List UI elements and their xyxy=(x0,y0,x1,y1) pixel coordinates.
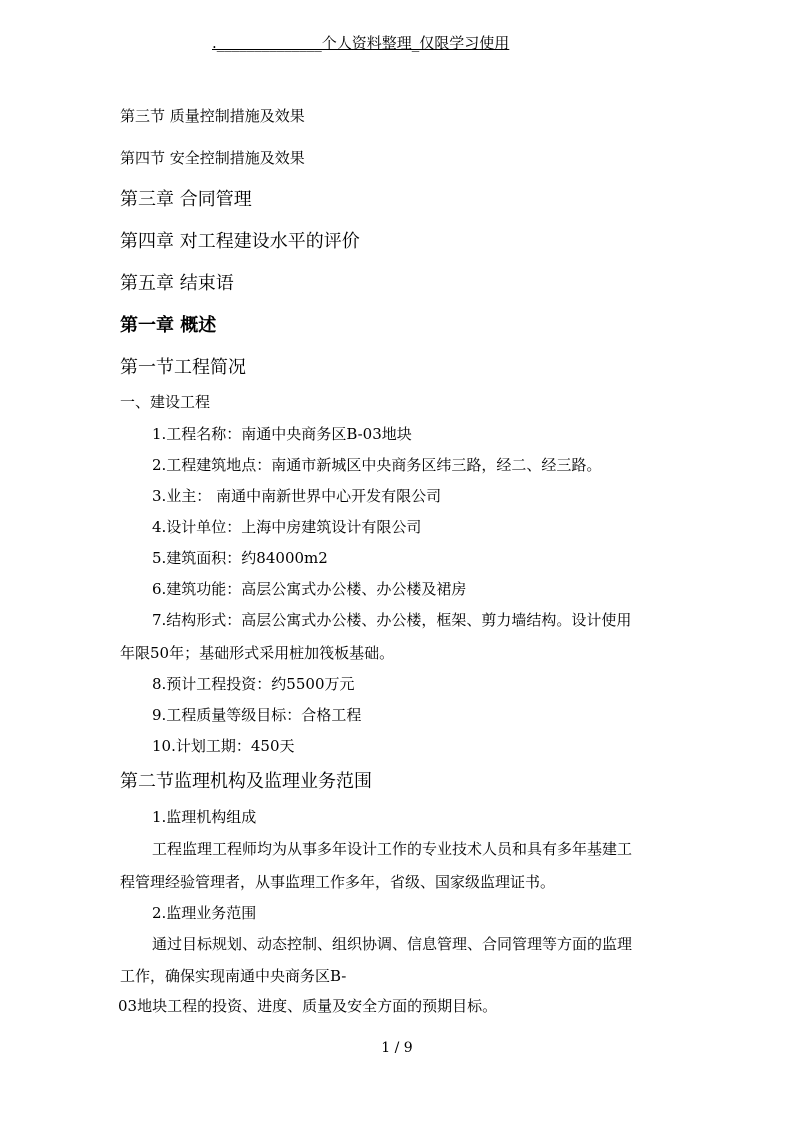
page-number: 1 / 9 xyxy=(381,1040,413,1056)
page-header: .______________个人资料整理_仅限学习使用 xyxy=(212,34,510,52)
list-item: 4.设计单位：上海中房建筑设计有限公司 xyxy=(152,518,422,536)
chapter-title: 第一章 概述 xyxy=(120,315,217,336)
paragraph-line: 工作，确保实现南通中央商务区B- xyxy=(120,967,347,985)
list-item: 6.建筑功能：高层公寓式办公楼、办公楼及裙房 xyxy=(152,580,467,598)
section-title: 第二节监理机构及监理业务范围 xyxy=(120,771,372,792)
list-item: 2.工程建筑地点：南通市新城区中央商务区纬三路，经二、经三路。 xyxy=(152,456,602,474)
list-item: 10.计划工期：450天 xyxy=(152,737,295,755)
toc-entry: 第四节 安全控制措施及效果 xyxy=(120,149,305,167)
list-item: 2.监理业务范围 xyxy=(152,904,257,922)
list-item: 1.工程名称：南通中央商务区B-03地块 xyxy=(152,425,412,443)
section-title: 第一节工程简况 xyxy=(120,357,246,378)
list-item: 9.工程质量等级目标：合格工程 xyxy=(152,706,362,724)
list-item: 1.监理机构组成 xyxy=(152,808,257,826)
toc-entry: 第三章 合同管理 xyxy=(120,189,252,210)
paragraph-line: 工程监理工程师均为从事多年设计工作的专业技术人员和具有多年基建工 xyxy=(152,840,633,858)
paragraph-line: 03地块工程的投资、进度、质量及安全方面的预期目标。 xyxy=(118,997,498,1015)
paragraph-line: 通过目标规划、动态控制、组织协调、信息管理、合同管理等方面的监理 xyxy=(152,935,633,953)
toc-entry: 第三节 质量控制措施及效果 xyxy=(120,107,305,125)
subsection-title: 一、建设工程 xyxy=(120,393,211,411)
toc-entry: 第五章 结束语 xyxy=(120,273,234,294)
list-item: 3.业主： 南通中南新世界中心开发有限公司 xyxy=(152,487,442,505)
list-item: 5.建筑面积：约84000m2 xyxy=(152,549,328,567)
list-item: 8.预计工程投资：约5500万元 xyxy=(152,675,355,693)
list-item-continuation: 年限50年；基础形式采用桩加筏板基础。 xyxy=(120,644,395,662)
toc-entry: 第四章 对工程建设水平的评价 xyxy=(120,231,360,252)
paragraph-line: 程管理经验管理者，从事监理工作多年，省级、国家级监理证书。 xyxy=(120,873,556,891)
list-item: 7.结构形式：高层公寓式办公楼、办公楼，框架、剪力墙结构。设计使用 xyxy=(152,611,632,629)
